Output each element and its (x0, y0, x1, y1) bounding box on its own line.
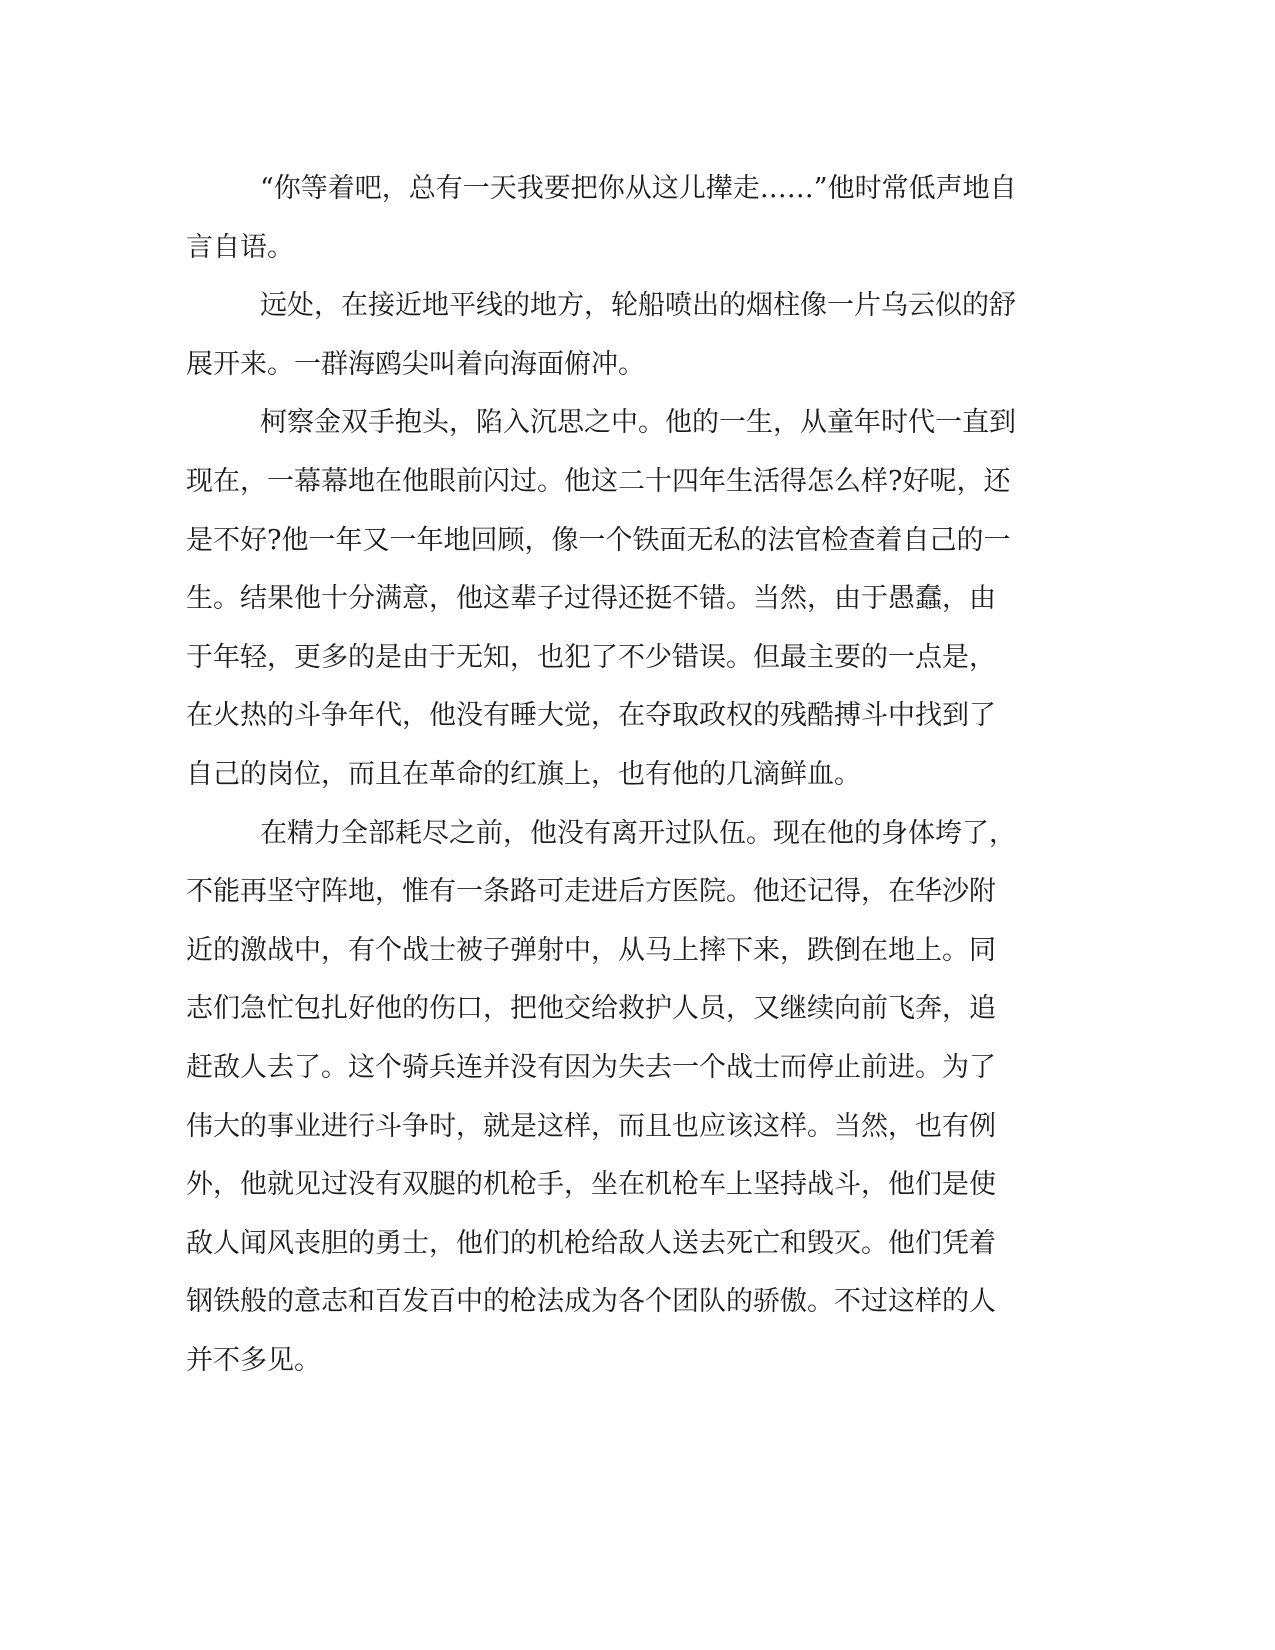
paragraph-1-line-1: “你等着吧，总有一天我要把你从这儿撵走……”他时常低声地自 (260, 173, 1017, 204)
paragraph-3-line-2: 现在，一幕幕地在他眼前闪过。他这二十四年生活得怎么样?好呢，还 (186, 465, 1011, 497)
paragraph-3-line-7: 自己的岗位，而且在革命的红旗上，也有他的几滴鲜血。 (186, 758, 861, 790)
paragraph-3-line-3: 是不好?他一年又一年地回顾，像一个铁面无私的法官检查着自己的一 (186, 524, 1011, 556)
paragraph-3-line-1: 柯察金双手抱头，陷入沉思之中。他的一生，从童年时代一直到 (260, 407, 1016, 439)
paragraph-4-line-1: 在精力全部耗尽之前，他没有离开过队伍。现在他的身体垮了， (260, 817, 1016, 849)
paragraph-2-line-2: 展开来。一群海鸥尖叫着向海面俯冲。 (186, 348, 645, 380)
paragraph-4-line-6: 伟大的事业进行斗争时，就是这样，而且也应该这样。当然，也有例 (186, 1110, 996, 1142)
paragraph-1-line-2: 言自语。 (186, 231, 294, 263)
paragraph-3-line-4: 生。结果他十分满意，他这辈子过得还挺不错。当然，由于愚蠢，由 (186, 583, 996, 615)
paragraph-4-line-3: 近的激战中，有个战士被子弹射中，从马上摔下来，跌倒在地上。同 (186, 934, 996, 966)
paragraph-2-line-1: 远处，在接近地平线的地方，轮船喷出的烟柱像一片乌云似的舒 (260, 290, 1016, 322)
paragraph-4-line-9: 钢铁般的意志和百发百中的枪法成为各个团队的骄傲。不过这样的人 (186, 1286, 996, 1318)
paragraph-4-line-10: 并不多见。 (186, 1344, 321, 1376)
paragraph-3-line-6: 在火热的斗争年代，他没有睡大觉，在夺取政权的残酷搏斗中找到了 (186, 700, 996, 732)
paragraph-3-line-5: 于年轻，更多的是由于无知，也犯了不少错误。但最主要的一点是， (186, 641, 996, 673)
body-text (186, 160, 1076, 1390)
paragraph-4-line-8: 敌人闻风丧胆的勇士，他们的机枪给敌人送去死亡和毁灭。他们凭着 (186, 1227, 996, 1259)
paragraph-4-line-7: 外，他就见过没有双腿的机枪手，坐在机枪车上坚持战斗，他们是使 (186, 1169, 996, 1201)
paragraph-4-line-4: 志们急忙包扎好他的伤口，把他交给救护人员，又继续向前飞奔，追 (186, 993, 996, 1025)
paragraph-4-line-5: 赶敌人去了。这个骑兵连并没有因为失去一个战士而停止前进。为了 (186, 1051, 996, 1083)
paragraph-4-line-2: 不能再坚守阵地，惟有一条路可走进后方医院。他还记得，在华沙附 (186, 876, 996, 908)
